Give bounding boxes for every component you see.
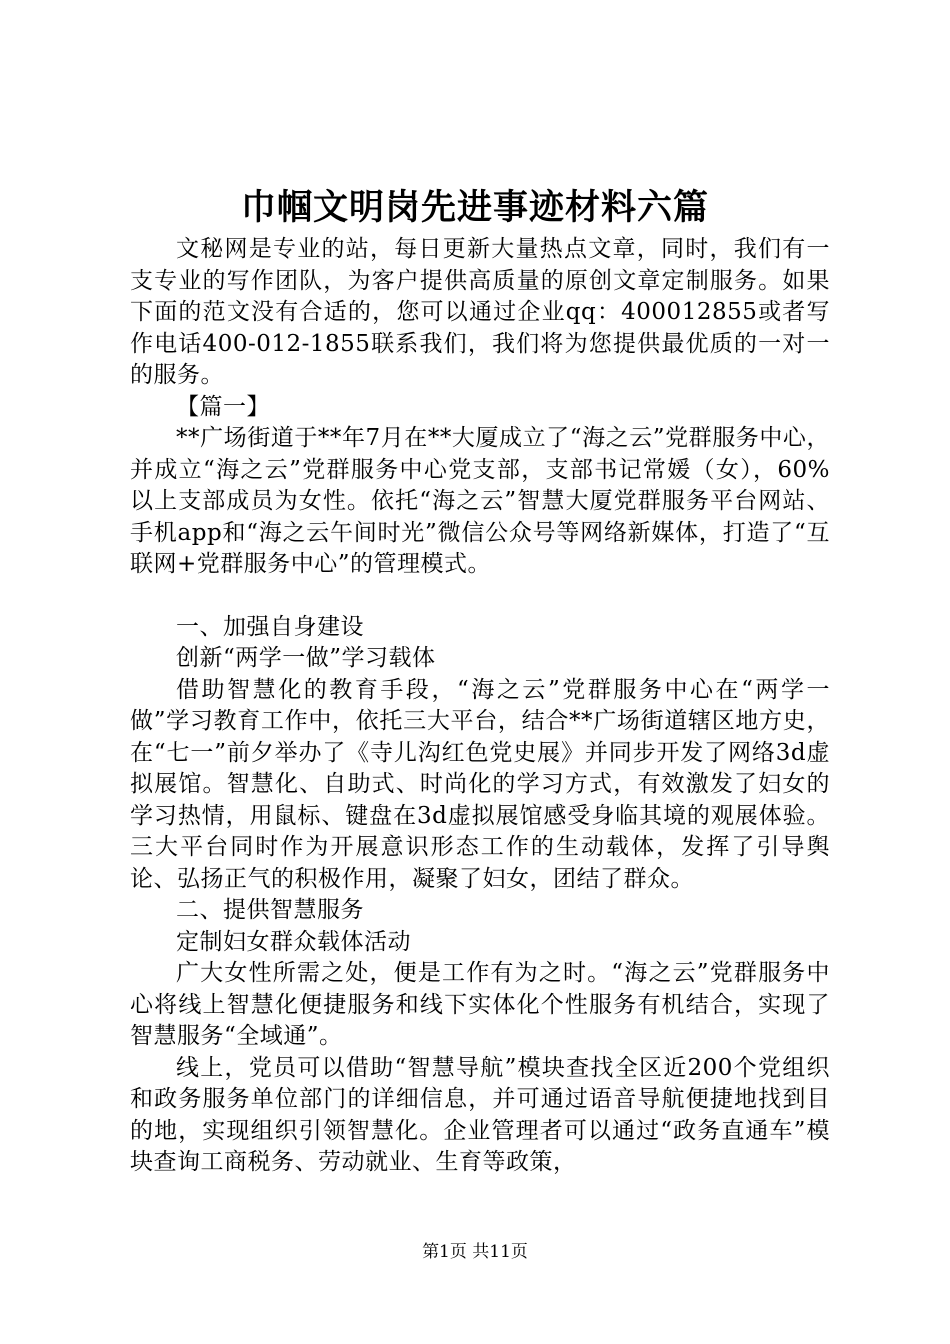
document-title: 巾帼文明岗先进事迹材料六篇 bbox=[240, 187, 709, 228]
body-paragraph: 借助智慧化的教育手段，“海之云”党群服务中心在“两学一做”学习教育工作中，依托三大平台，结合**广场街道辖区地方史，在“七一”前夕举办了《寺儿沟红色党史展》并同步开发了网络3d虚拟展馆。智慧化、自助式、时尚化的学习方式，有效激发了妇女的学习热情，用鼠标、键盘在3d虚拟展馆感受身临其境的观展体验。三大平台同时作为开展意识形态工作的生动载体，发挥了引导舆论、弘扬正气的积极作用，凝聚了妇女，团结了群众。 bbox=[130, 676, 830, 892]
page-footer: 第1页 共11页 bbox=[422, 1242, 528, 1262]
section-heading: 二、提供智慧服务 bbox=[176, 897, 364, 923]
section-heading: 一、加强自身建设 bbox=[176, 613, 364, 640]
section-label: 【篇一】 bbox=[176, 393, 270, 420]
body-paragraph: 广大女性所需之处，便是工作有为之时。“海之云”党群服务中心将线上智慧化便捷服务和线下实体化个性服务有机结合，实现了智慧服务“全域通”。 bbox=[130, 960, 830, 1049]
body-paragraph: **广场街道于**年7月在**大厦成立了“海之云”党群服务中心，并成立“海之云”党群服务中心党支部，支部书记常媛（女），60%以上支部成员为女性。依托“海之云”智慧大厦党群服务平台网站、手机app和“海之云午间时光”微信公众号等网络新媒体，打造了“互联网+党群服务中心”的管理模式。 bbox=[130, 425, 830, 577]
body-paragraph: 线上，党员可以借助“智慧导航”模块查找全区近200个党组织和政务服务单位部门的详细信息，并可通过语音导航便捷地找到目的地，实现组织引领智慧化。企业管理者可以通过“政务直通车”模块查询工商税务、劳动就业、生育等政策， bbox=[130, 1054, 830, 1175]
document-body bbox=[130, 234, 830, 1179]
subsection-heading: 创新“两学一做”学习载体 bbox=[176, 645, 436, 671]
subsection-heading: 定制妇女群众载体活动 bbox=[176, 928, 411, 955]
intro-paragraph: 文秘网是专业的站，每日更新大量热点文章，同时，我们有一支专业的写作团队，为客户提供高质量的原创文章定制服务。如果下面的范文没有合适的，您可以通过企业qq：400012855或者写作电话400-012-1855联系我们，我们将为您提供最优质的一对一的服务。 bbox=[130, 236, 830, 388]
